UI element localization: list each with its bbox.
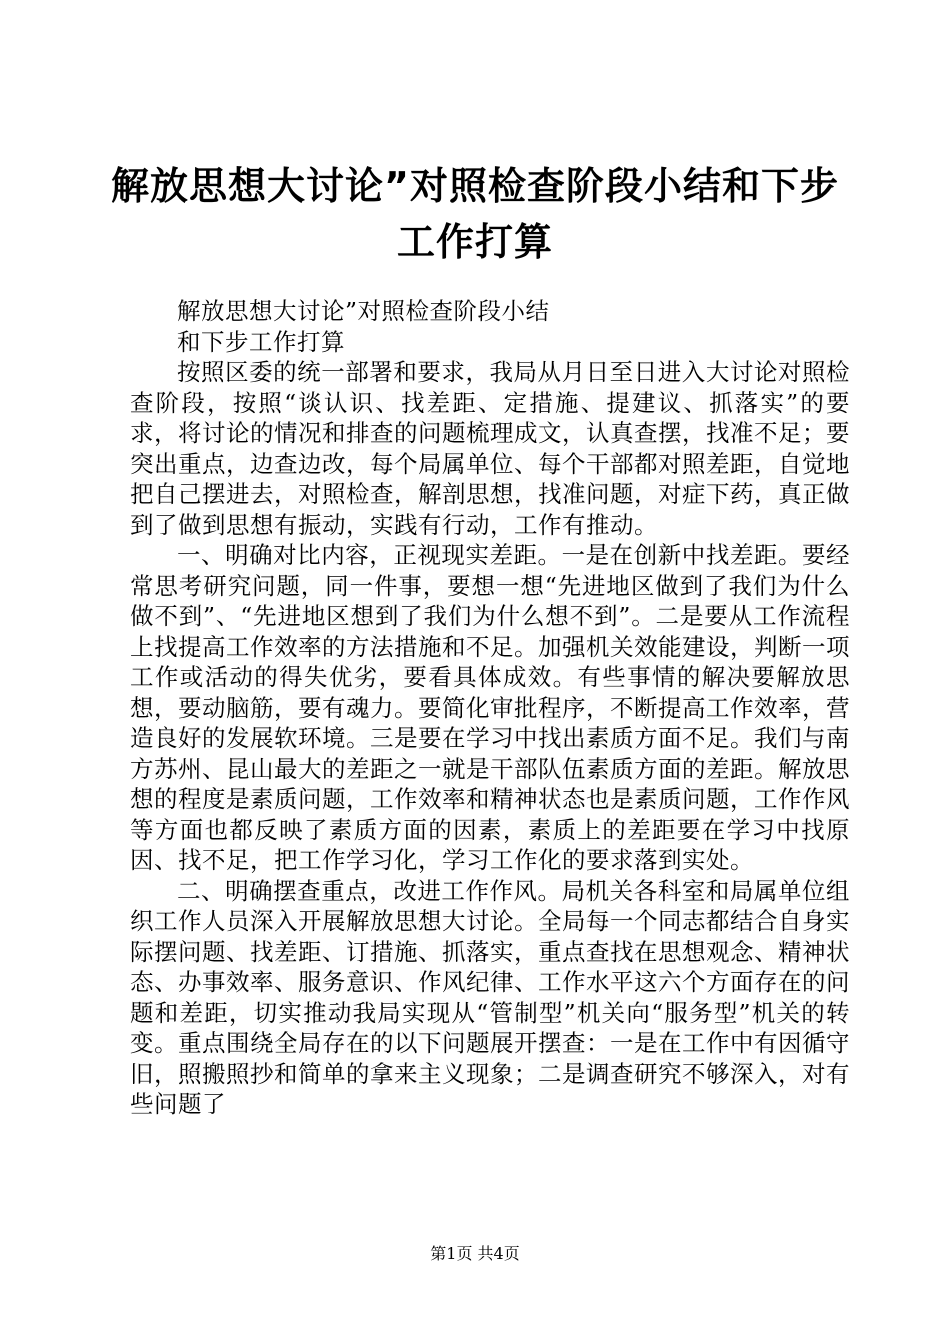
body-paragraph: 二、明确摆查重点，改进工作作风。局机关各科室和局属单位组织工作人员深入开展解放思想大讨论。全局每一个同志都结合自身实际摆问题、找差距、订措施、抓落实，重点查找在思想观念、精神状态、办事效率、服务意识、作风纪律、工作水平这六个方面存在的问题和差距，切实推动我局实现从“管制型”机关向“服务型”机关的转变。重点围绕全局存在的以下问题展开摆查：一是在工作中有因循守旧，照搬照抄和简单的拿来主义现象；二是调查研究不够深入，对有些问题了 xyxy=(130,876,850,1118)
subtitle-line-2: 和下步工作打算 xyxy=(177,327,345,356)
page-footer: 第1页 共4页 xyxy=(430,1244,520,1263)
body-paragraph: 按照区委的统一部署和要求，我局从月日至日进入大讨论对照检查阶段，按照“谈认识、找差距、定措施、提建议、抓落实”的要求，将讨论的情况和排查的问题梳理成文，认真查摆，找准不足；要突出重点，边查边改，每个局属单位、每个干部都对照差距，自觉地把自己摆进去，对照检查，解剖思想，找准问题，对症下药，真正做到了做到思想有振动，实践有行动，工作有推动。 xyxy=(130,358,850,539)
subtitle-line-1: 解放思想大讨论”对照检查阶段小结 xyxy=(177,297,550,325)
document-title: 解放思想大讨论”对照检查阶段小结和下步工作打算 xyxy=(111,164,839,264)
document-body xyxy=(130,296,850,1120)
body-paragraph: 一、明确对比内容，正视现实差距。一是在创新中找差距。要经常思考研究问题，同一件事，要想一想“先进地区做到了我们为什么做不到”、“先进地区想到了我们为什么想不到”。二是要从工作流程上找提高工作效率的方法措施和不足。加强机关效能建设，判断一项工作或活动的得失优劣，要看具体成效。有些事情的解决要解放思想，要动脑筋，要有魂力。要简化审批程序，不断提高工作效率，营造良好的发展软环境。三是要在学习中找出素质方面不足。我们与南方苏州、昆山最大的差距之一就是干部队伍素质方面的差距。解放思想的程度是素质问题，工作效率和精神状态也是素质问题，工作作风等方面也都反映了素质方面的因素，素质上的差距要在学习中找原因、找不足，把工作学习化，学习工作化的要求落到实处。 xyxy=(130,541,850,874)
